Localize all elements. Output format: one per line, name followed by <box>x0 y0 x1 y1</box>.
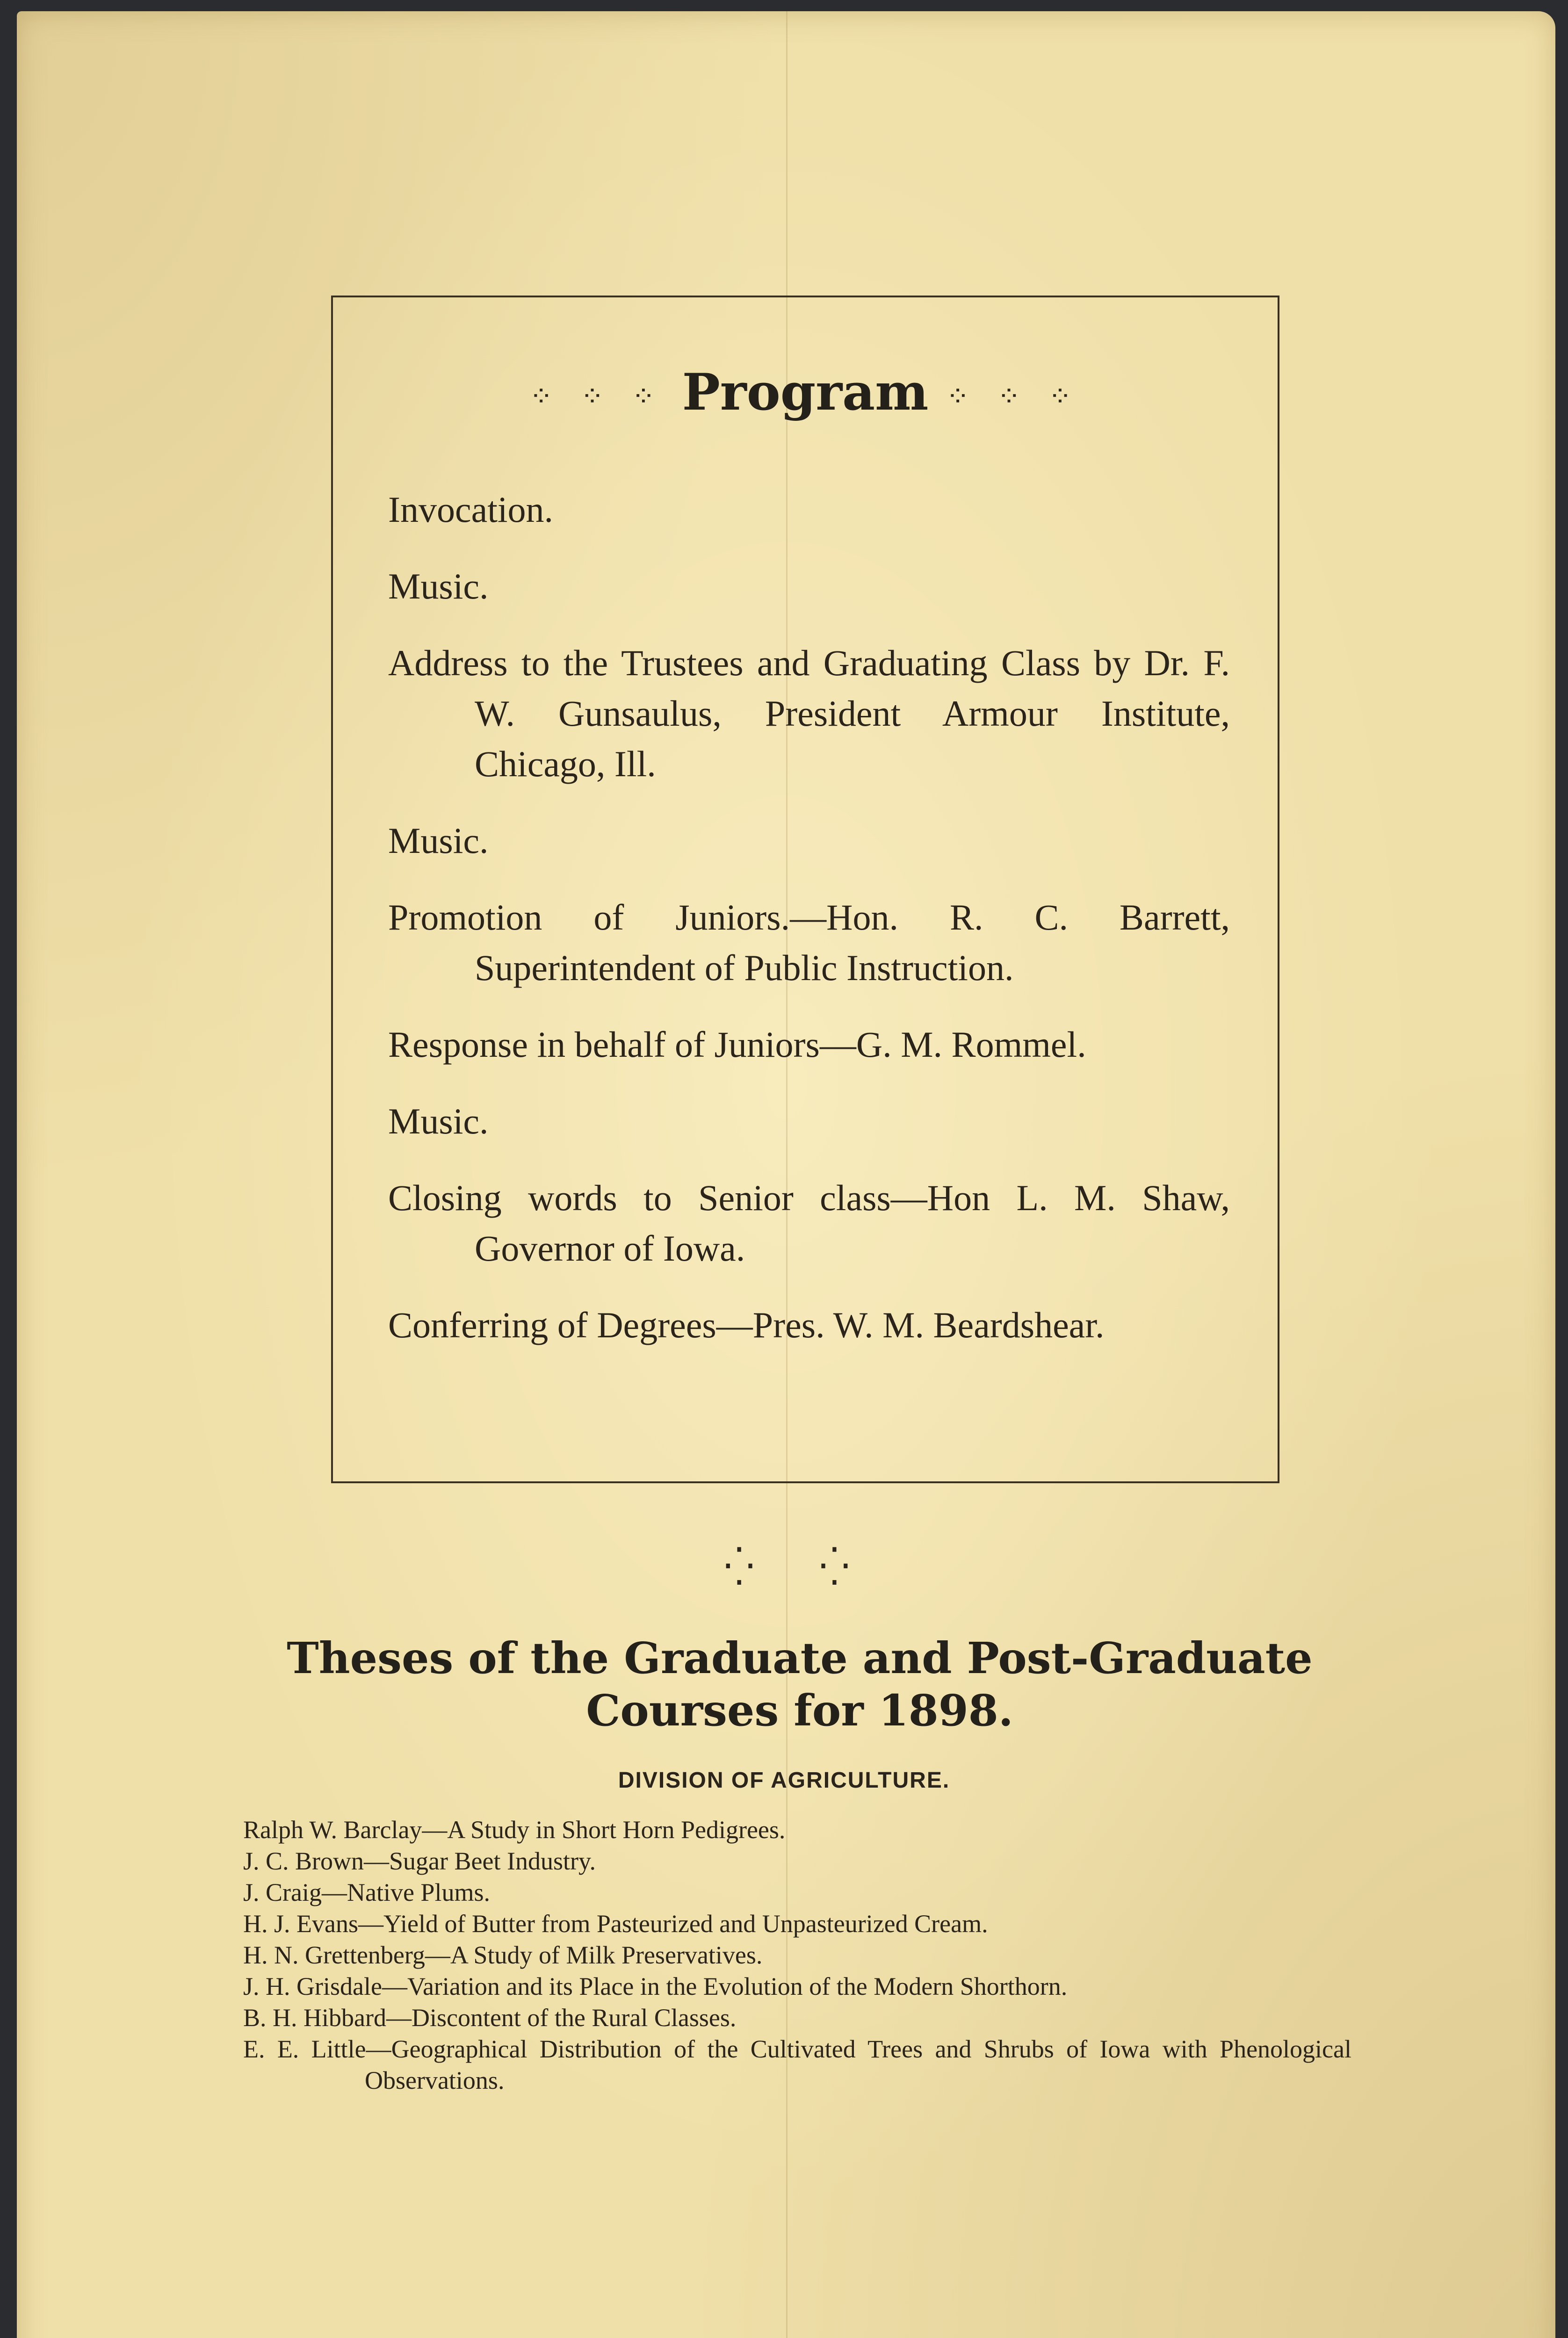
thesis-item: J. C. Brown—Sugar Beet Industry. <box>243 1847 596 1875</box>
program-item-invocation: Invocation. <box>388 489 554 530</box>
program-title-text: Program <box>682 363 929 422</box>
program-item-music-1: Music. <box>388 566 489 606</box>
ornament-right: ⁘ ⁘ ⁘ <box>946 380 1081 413</box>
program-item-closing-words: Closing words to Senior class—Hon L. M. Shaw, Governor of Iowa. <box>388 1177 1230 1269</box>
thesis-item: J. Craig—Native Plums. <box>243 1878 490 1906</box>
program-item-conferring-degrees: Conferring of Degrees—Pres. W. M. Beardshear. <box>388 1305 1105 1345</box>
program-title <box>333 363 1278 422</box>
program-box <box>331 296 1279 1483</box>
thesis-item: H. J. Evans—Yield of Butter from Pasteurized and Unpasteurized Cream. <box>243 1910 988 1938</box>
fleuron-ornament: ⁛ ⁛ <box>724 1547 878 1588</box>
program-item-address: Address to the Trustees and Graduating Class by Dr. F. W. Gunsaulus, President Armour Institute, Chicago, Ill. <box>388 642 1230 784</box>
thesis-item: Ralph W. Barclay—A Study in Short Horn Pedigrees. <box>243 1816 786 1844</box>
program-item-music-2: Music. <box>388 820 489 861</box>
program-list <box>388 484 1230 1377</box>
thesis-item: J. H. Grisdale—Variation and its Place in the Evolution of the Modern Shorthorn. <box>243 1972 1068 2000</box>
division-heading: DIVISION OF AGRICULTURE. <box>618 1768 950 1793</box>
program-item-music-3: Music. <box>388 1101 489 1141</box>
thesis-item: E. E. Little—Geographical Distribution of the Cultivated Trees and Shrubs of Iowa with Phenological Observations. <box>243 2035 1351 2094</box>
thesis-item: B. H. Hibbard—Discontent of the Rural Classes. <box>243 2004 737 2032</box>
program-item-promotion: Promotion of Juniors.—Hon. R. C. Barrett, Superintendent of Public Instruction. <box>388 897 1230 988</box>
theses-title: Theses of the Graduate and Post-Graduate Courses for 1898. <box>287 1633 1313 1736</box>
ornament-left: ⁘ ⁘ ⁘ <box>529 380 665 413</box>
theses-list <box>243 1814 1351 2096</box>
thesis-item: H. N. Grettenberg—A Study of Milk Preservatives. <box>243 1941 763 1969</box>
program-item-response: Response in behalf of Juniors—G. M. Rommel. <box>388 1024 1086 1065</box>
